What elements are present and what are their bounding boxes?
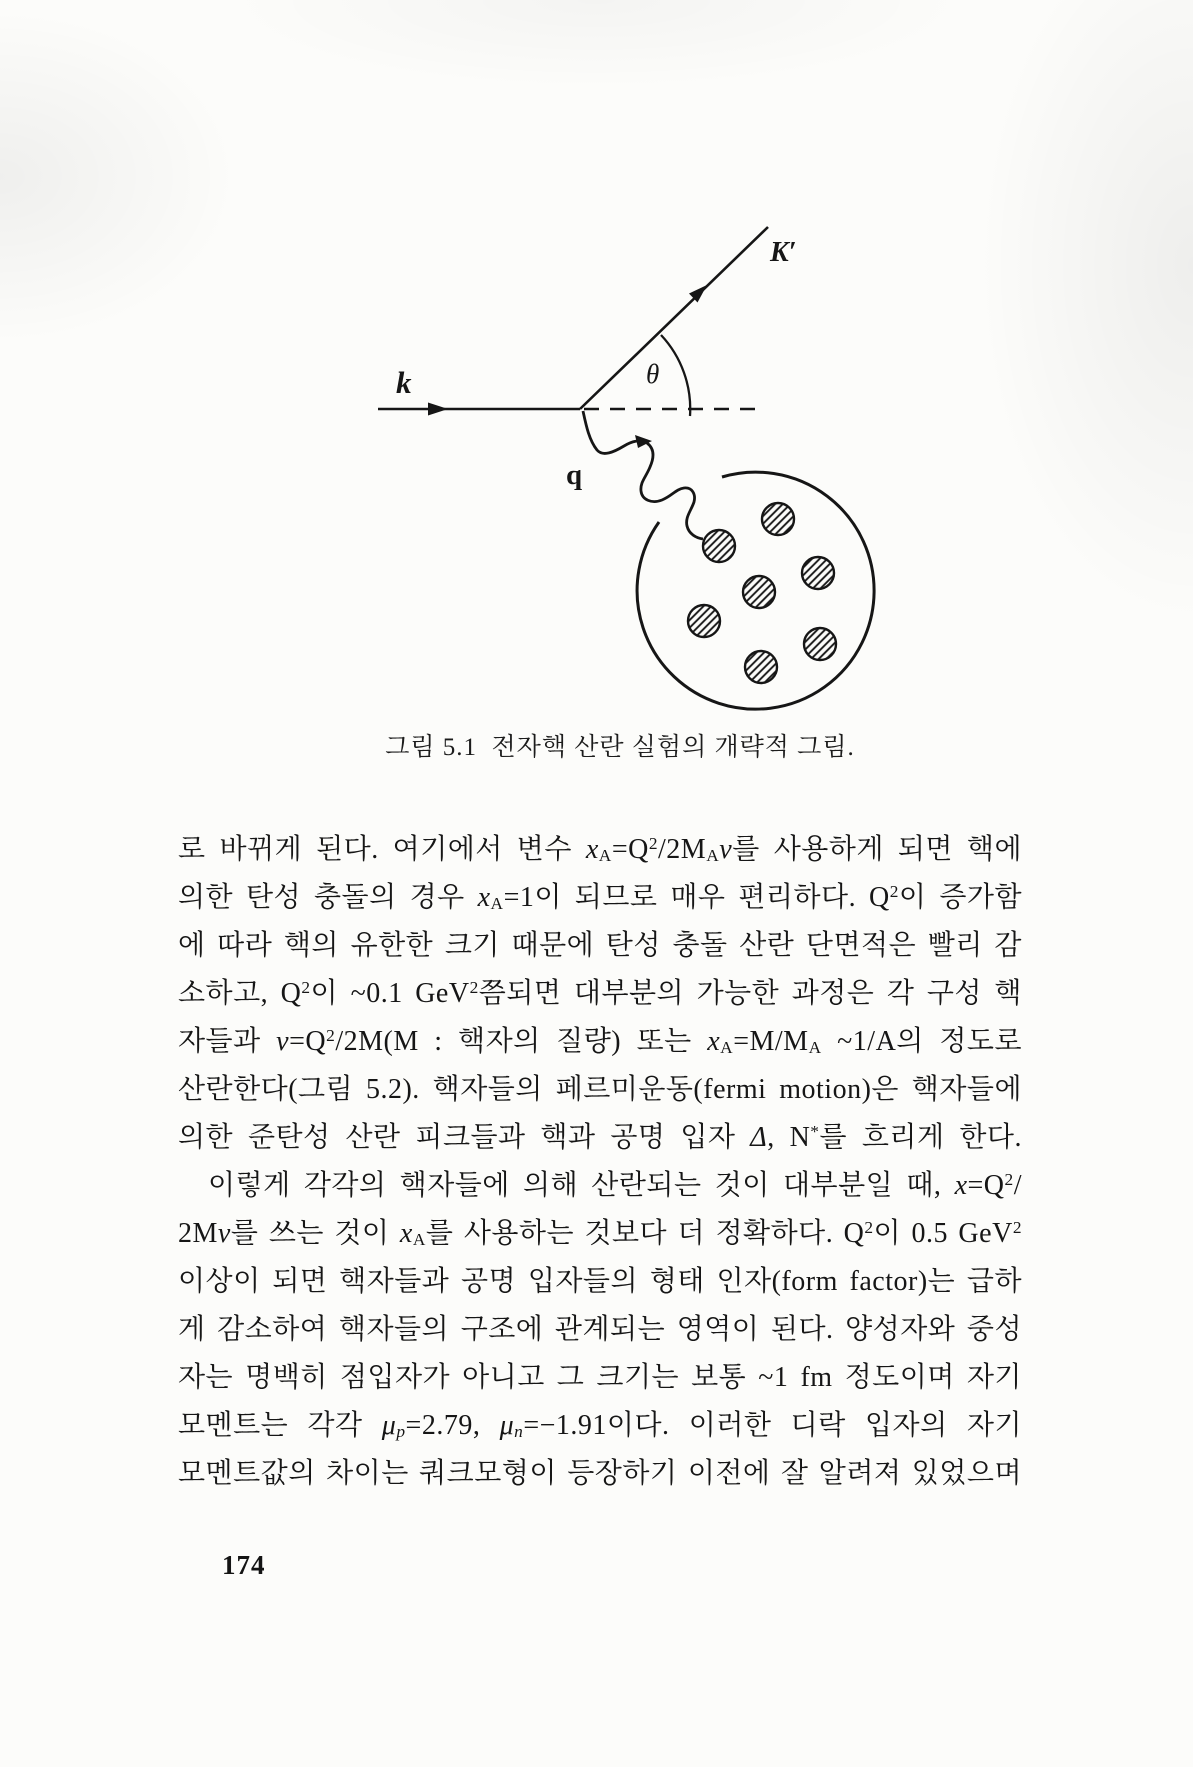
text-line: 로 바뀌게 된다. 여기에서 변수 $xA=Q^2/2MA\nu$를 사용하게 되면 핵에: [178, 833, 1022, 866]
nucleon: [802, 557, 834, 589]
nucleon: [804, 628, 836, 660]
text-line: 게 감소하여 핵자들의 구조에 관계되는 영역이 된다. 양성자와 중성: [178, 1314, 1022, 1345]
text-line: 이상이 되면 핵자들과 공명 입자들의 형태 인자(form factor)는 급하: [178, 1266, 1022, 1297]
nucleon: [745, 651, 777, 683]
photon-wavy-line: [583, 411, 703, 539]
text-line: 이렇게 각각의 핵자들에 의해 산란되는 것이 대부분일 때, $x=Q^2/$: [208, 1169, 1022, 1201]
incoming-arrowhead: [428, 403, 448, 416]
text-line: 모멘트값의 차이는 쿼크모형이 등장하기 이전에 잘 알려져 있었으며: [178, 1458, 1022, 1489]
text-line: 자는 명백히 점입자가 아니고 그 크기는 보통 ~1 fm 정도이며 자기: [178, 1362, 1022, 1393]
text-line: 산란한다(그림 5.2). 핵자들의 페르미운동(fermi motion)은 핵자들에: [178, 1074, 1022, 1105]
angle-arc: [661, 335, 690, 416]
nucleon: [762, 503, 794, 535]
label-k-prime: K′: [770, 237, 797, 268]
text-line: 모멘트는 각각 μp=2.79, μn=−1.91이다. 이러한 디락 입자의 자기: [178, 1410, 1022, 1442]
text-line: 에 따라 핵의 유한한 크기 때문에 탄성 충돌 산란 단면적은 빨리 감: [178, 930, 1022, 961]
label-q: q: [566, 459, 583, 491]
text-line: 소하고, $Q^2$이 ~0.1 GeV$^2$쯤되면 대부분의 가능한 과정은 각 구성 핵: [178, 977, 1022, 1009]
nucleon: [703, 530, 735, 562]
label-k: k: [396, 365, 412, 400]
text-line: 의한 탄성 충돌의 경우 xA=1이 되므로 매우 편리하다. $Q^2$이 증가함: [178, 881, 1022, 914]
text-line: 의한 준탄성 산란 피크들과 핵과 공명 입자 Δ, N*를 흐리게 한다.: [178, 1121, 1022, 1153]
page-number: 174: [222, 1550, 266, 1580]
figure-caption: 그림 5.1 전자핵 산란 실험의 개략적 그림.: [385, 734, 855, 761]
scattering-diagram: [0, 0, 1193, 718]
nucleon: [743, 576, 775, 608]
nucleon: [688, 605, 720, 637]
outgoing-electron-line: [580, 227, 768, 409]
text-line: 2Mν를 쓰는 것이 xA를 사용하는 것보다 더 정확하다. $Q^2$이 0.5 GeV$^2$: [178, 1217, 1022, 1250]
label-theta: θ: [646, 359, 660, 389]
body-text: [178, 826, 1022, 1498]
text-line: 자들과 $\nu=Q^2/2M(M$ : 핵자의 질량) 또는 xA=M/MA ~1/A의 정도로: [178, 1025, 1022, 1058]
